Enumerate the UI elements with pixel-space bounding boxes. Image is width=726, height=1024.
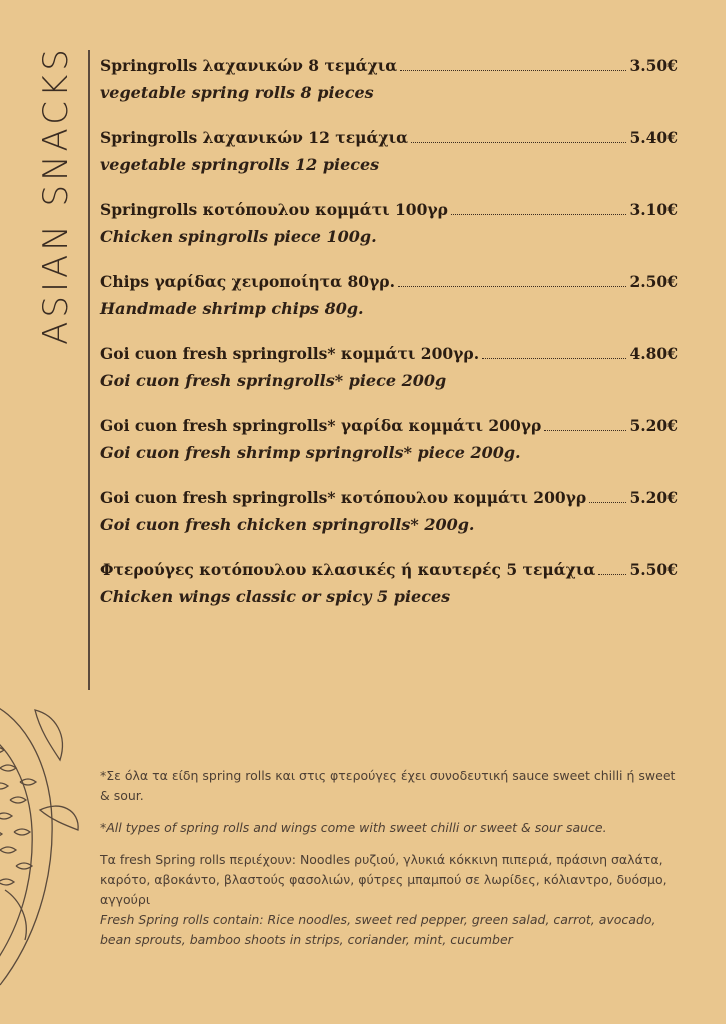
footnotes <box>100 766 680 962</box>
menu-item <box>100 56 678 106</box>
item-english: Handmade shrimp chips 80g. <box>100 299 364 318</box>
item-price: 3.10€ <box>629 200 678 219</box>
dot-leader <box>398 286 626 287</box>
item-english: Goi cuon fresh shrimp springrolls* piece 200g. <box>100 443 521 462</box>
section-title <box>34 45 78 345</box>
fresh-rolls-note-greek: Τα fresh Spring rolls περιέχουν: Noodles ρυζιού, γλυκιά κόκκινη πιπεριά, πράσινη σαλάτα, καρότο, αβοκάντο, βλαστούς φασολιών, φύτρες μπαμπού σε λωρίδες, κόλιαντρο, δυόσμο, αγγούρι <box>100 852 667 907</box>
menu-list <box>100 56 678 632</box>
sauce-note-greek: *Σε όλα τα είδη spring rolls και στις φτερούγες έχει συνοδευτική sauce sweet chilli ή sweet & sour. <box>100 768 676 803</box>
item-english: Goi cuon fresh springrolls* piece 200g <box>100 371 447 390</box>
dot-leader <box>400 70 626 71</box>
dot-leader <box>411 142 626 143</box>
menu-item <box>100 416 678 466</box>
item-name: Goi cuon fresh springrolls* γαρίδα κομμάτι 200γρ <box>100 416 542 435</box>
menu-item <box>100 344 678 394</box>
dot-leader <box>589 502 626 503</box>
item-english: vegetable spring rolls 8 pieces <box>100 83 374 102</box>
item-english: Chicken spingrolls piece 100g. <box>100 227 377 246</box>
item-price: 2.50€ <box>629 272 678 291</box>
menu-item <box>100 200 678 250</box>
item-name: Springrolls λαχανικών 12 τεμάχια <box>100 128 409 147</box>
item-price: 5.40€ <box>629 128 678 147</box>
menu-item <box>100 128 678 178</box>
fresh-rolls-note-english: Fresh Spring rolls contain: Rice noodles, sweet red pepper, green salad, carrot, avocado, bean sprouts, bamboo shoots in strips, coriander, mint, cucumber <box>100 912 656 947</box>
item-english: vegetable springrolls 12 pieces <box>100 155 380 174</box>
item-name: Goi cuon fresh springrolls* κομμάτι 200γρ. <box>100 344 480 363</box>
item-price: 3.50€ <box>629 56 678 75</box>
menu-item <box>100 560 678 610</box>
item-name: Φτερούγες κοτόπουλου κλασικές ή καυτερές 5 τεμάχια <box>100 560 596 579</box>
sauce-note-english: *All types of spring rolls and wings come with sweet chilli or sweet & sour sauce. <box>100 820 607 835</box>
dot-leader <box>598 574 626 575</box>
item-price: 5.20€ <box>629 416 678 435</box>
section-title-text: ASIAN SNACKS <box>36 45 77 345</box>
dot-leader <box>482 358 626 359</box>
menu-item <box>100 272 678 322</box>
item-name: Chips γαρίδας χειροποίητα 80γρ. <box>100 272 395 291</box>
item-english: Goi cuon fresh chicken springrolls* 200g. <box>100 515 475 534</box>
item-price: 5.20€ <box>629 488 678 507</box>
menu-item <box>100 488 678 538</box>
divider-line <box>88 50 90 690</box>
item-name: Springrolls κοτόπουλου κομμάτι 100γρ <box>100 200 448 219</box>
item-price: 4.80€ <box>629 344 678 363</box>
koi-fish-icon <box>0 690 90 990</box>
item-price: 5.50€ <box>629 560 678 579</box>
item-english: Chicken wings classic or spicy 5 pieces <box>100 587 451 606</box>
item-name: Springrolls λαχανικών 8 τεμάχια <box>100 56 398 75</box>
dot-leader <box>544 430 626 431</box>
item-name: Goi cuon fresh springrolls* κοτόπουλου κομμάτι 200γρ <box>100 488 587 507</box>
dot-leader <box>451 214 627 215</box>
